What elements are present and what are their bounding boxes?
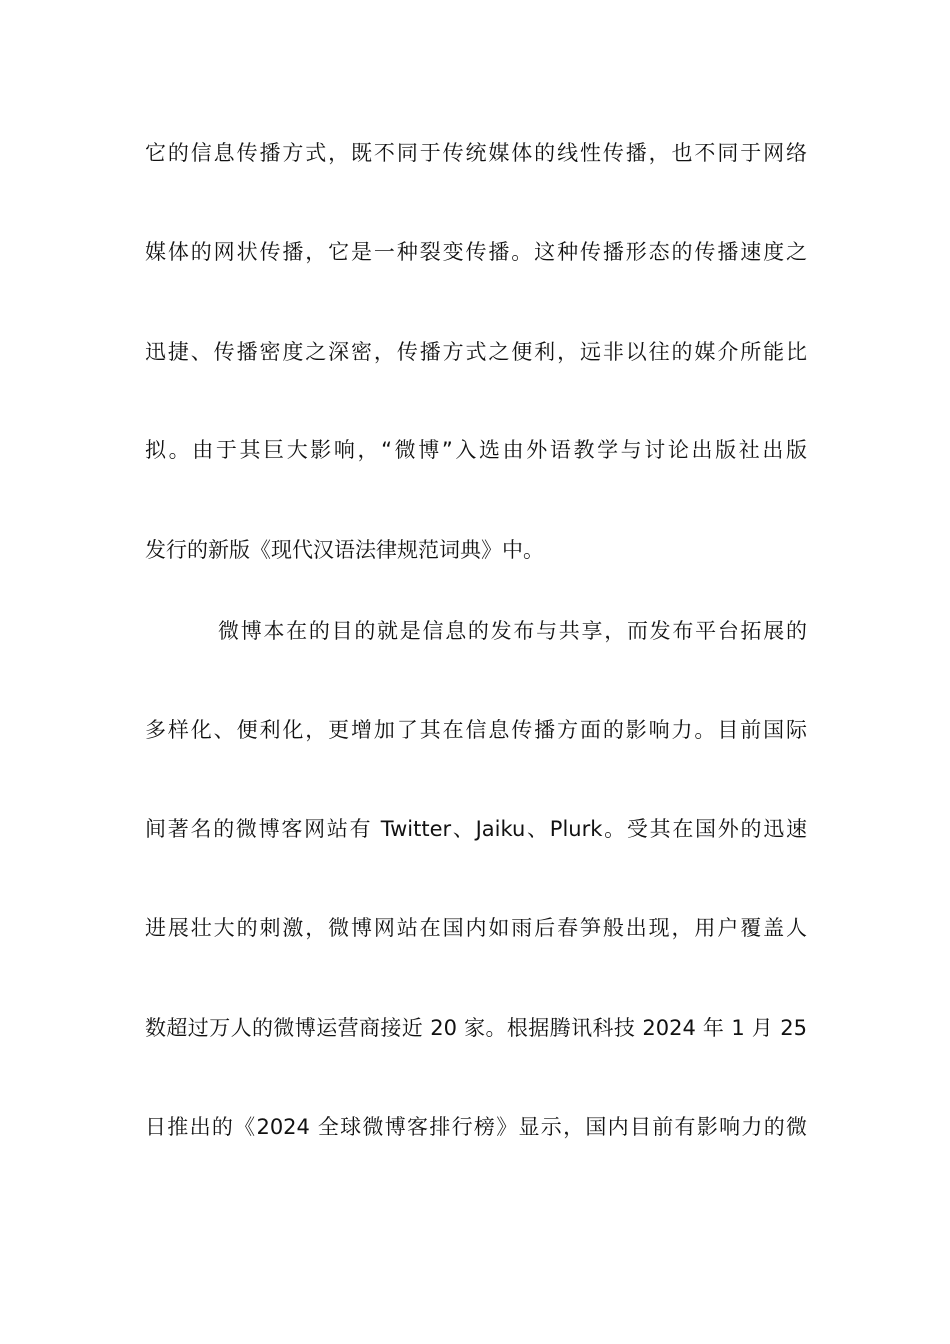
text-line: 多样化、便利化，更增加了其在信息传播方面的影响力。目前国际 [145,718,807,742]
text-line: 迅捷、传播密度之深密，传播方式之便利，远非以往的媒介所能比 [145,340,807,364]
text-line: 拟。由于其巨大影响，“微博”入选由外语教学与讨论出版社出版 [145,438,807,462]
text-line: 间著名的微博客网站有 Twitter、Jaiku、Plurk。受其在国外的迅速 [145,817,807,841]
text-line: 媒体的网状传播，它是一种裂变传播。这种传播形态的传播速度之 [145,240,807,264]
text-line: 进展壮大的刺激，微博网站在国内如雨后春笋般出现，用户覆盖人 [145,916,807,940]
text-line: 日推出的《2024 全球微博客排行榜》显示，国内目前有影响力的微 [145,1115,807,1139]
text-line: 它的信息传播方式，既不同于传统媒体的线性传播，也不同于网络 [145,141,807,165]
text-line: 发行的新版《现代汉语法律规范词典》中。 [145,538,544,562]
text-line: 数超过万人的微博运营商接近 20 家。根据腾讯科技 2024 年 1 月 25 [145,1016,807,1040]
text-line: 微博本在的目的就是信息的发布与共享，而发布平台拓展的 [218,619,807,643]
